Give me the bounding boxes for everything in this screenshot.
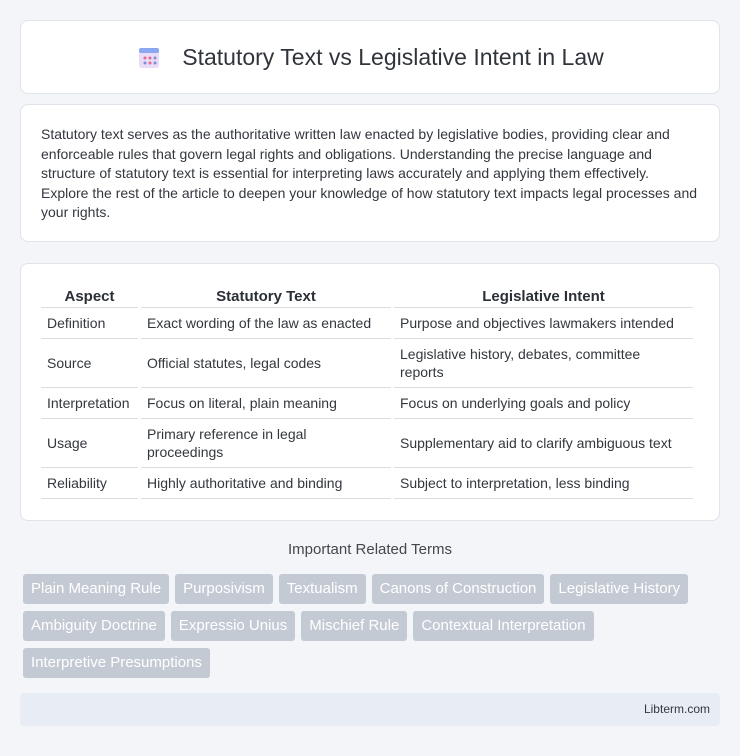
table-cell: Legislative history, debates, committee reports (394, 339, 693, 388)
table-cell: Source (41, 339, 138, 388)
table-cell: Supplementary aid to clarify ambiguous text (394, 419, 693, 468)
table-cell: Subject to interpretation, less binding (394, 468, 693, 499)
table-cell: Exact wording of the law as enacted (141, 308, 391, 339)
related-term-tag[interactable]: Purposivism (175, 574, 273, 604)
table-cell: Focus on underlying goals and policy (394, 388, 693, 419)
intro-text: Statutory text serves as the authoritative written law enacted by legislative bodies, providing clear and enforceable rules that govern legal rights and obligations. Understanding the precise language and structure of statutory text is essential for interpreting laws accurately and applying them effectively. Explore the rest of the article to deepen your knowledge of how statutory text impacts legal processes and your rights. (41, 126, 698, 221)
table-cell: Primary reference in legal proceedings (141, 419, 391, 468)
comparison-table-card (20, 263, 720, 521)
table-cell: Reliability (41, 468, 138, 499)
header-statutory-text: Statutory Text (141, 286, 391, 308)
footer-site-link[interactable]: Libterm.com (643, 702, 710, 716)
table-row (41, 388, 693, 419)
table-row (41, 468, 693, 499)
related-term-tag[interactable]: Expressio Unius (171, 611, 295, 641)
table-cell: Highly authoritative and binding (141, 468, 391, 499)
table-cell: Focus on literal, plain meaning (141, 388, 391, 419)
document-icon (136, 44, 162, 70)
table-row (41, 339, 693, 388)
header-legislative-intent: Legislative Intent (394, 286, 693, 308)
footer-bar (20, 693, 720, 726)
related-term-tag[interactable]: Mischief Rule (301, 611, 407, 641)
intro-card (20, 104, 720, 242)
related-term-tag[interactable]: Interpretive Presumptions (23, 648, 210, 678)
page-title: Statutory Text vs Legislative Intent in Law (182, 43, 604, 70)
table-cell: Interpretation (41, 388, 138, 419)
table-cell: Definition (41, 308, 138, 339)
header-aspect: Aspect (41, 286, 138, 308)
table-cell: Purpose and objectives lawmakers intended (394, 308, 693, 339)
related-term-tag[interactable]: Canons of Construction (372, 574, 545, 604)
table-cell: Official statutes, legal codes (141, 339, 391, 388)
related-terms-list (23, 574, 723, 678)
table-cell: Usage (41, 419, 138, 468)
table-row (41, 308, 693, 339)
related-terms-heading: Important Related Terms (288, 541, 452, 558)
related-term-tag[interactable]: Legislative History (550, 574, 688, 604)
related-term-tag[interactable]: Contextual Interpretation (413, 611, 593, 641)
related-term-tag[interactable]: Plain Meaning Rule (23, 574, 169, 604)
table-row (41, 419, 693, 468)
table-header-row (41, 286, 693, 308)
title-card (20, 20, 720, 94)
related-term-tag[interactable]: Textualism (279, 574, 366, 604)
comparison-table (38, 286, 696, 499)
related-term-tag[interactable]: Ambiguity Doctrine (23, 611, 165, 641)
